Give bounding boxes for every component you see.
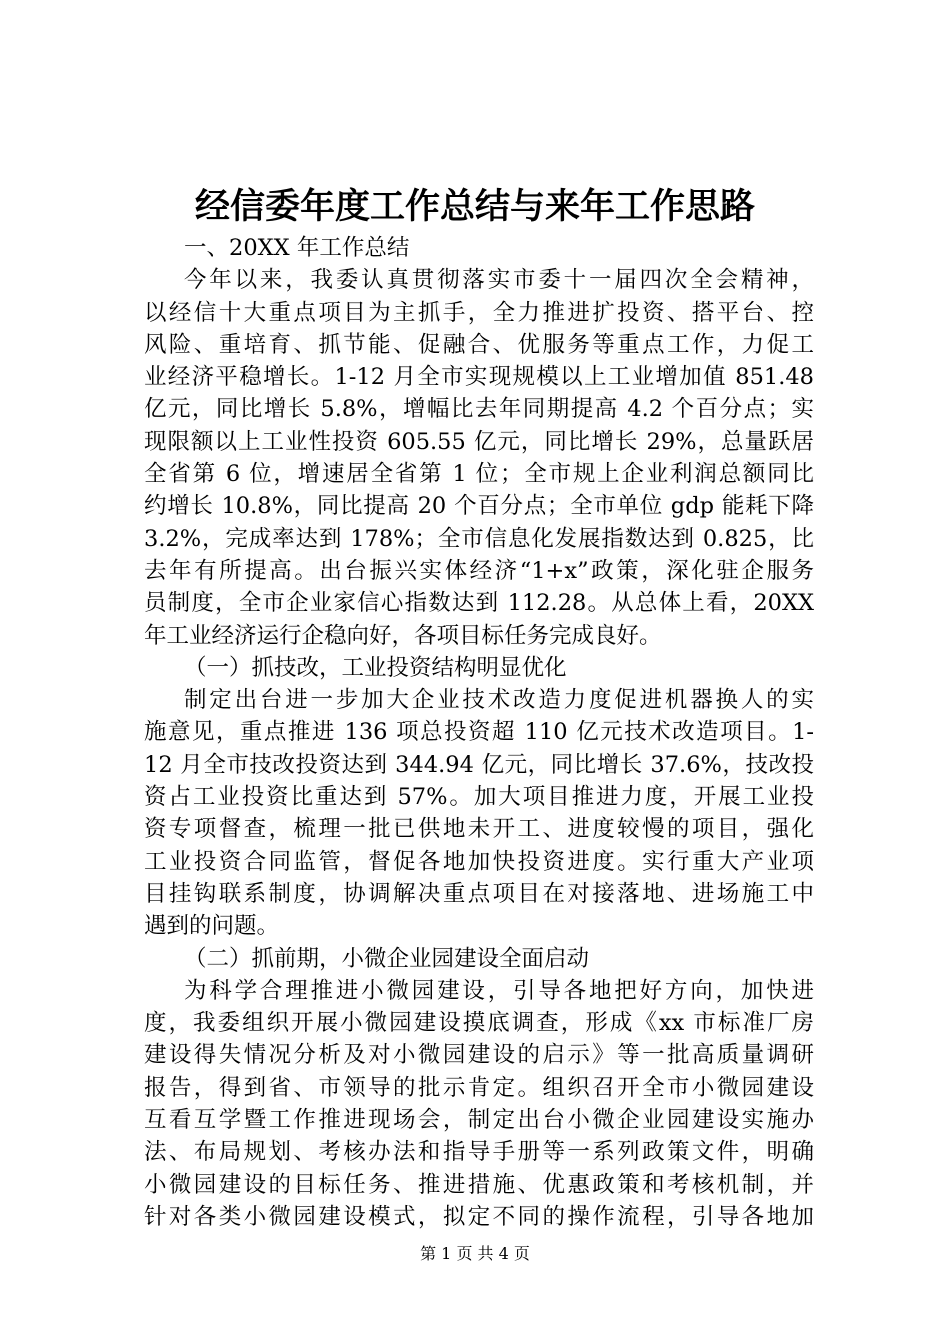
paragraph-line: 目挂钩联系制度，协调解决重点项目在对接落地、进场施工中 bbox=[144, 880, 814, 907]
document-body bbox=[144, 232, 814, 1233]
paragraph-line: 风险、重培育、抓节能、促融合、优服务等重点工作，力促工 bbox=[144, 331, 814, 358]
paragraph-line: 法、布局规划、考核办法和指导手册等一系列政策文件，明确 bbox=[144, 1139, 814, 1166]
paragraph-line: 制定出台进一步加大企业技术改造力度促进机器换人的实 bbox=[184, 687, 814, 714]
paragraph-line: 资专项督查，梳理一批已供地未开工、进度较慢的项目，强化 bbox=[144, 816, 814, 843]
paragraph-line: 施意见，重点推进 136 项总投资超 110 亿元技术改造项目。1- bbox=[144, 719, 814, 746]
section-heading: （一）抓技改，工业投资结构明显优化 bbox=[184, 654, 567, 681]
paragraph-line: 3.2%，完成率达到 178%；全市信息化发展指数达到 0.825，比 bbox=[144, 525, 814, 552]
paragraph-line: 以经信十大重点项目为主抓手，全力推进扩投资、搭平台、控 bbox=[144, 299, 814, 326]
paragraph-line: 工业投资合同监管，督促各地加快投资进度。实行重大产业项 bbox=[144, 848, 814, 875]
paragraph-line: 今年以来，我委认真贯彻落实市委十一届四次全会精神， bbox=[184, 267, 814, 294]
paragraph-line: 去年有所提高。出台振兴实体经济“1+x”政策，深化驻企服务 bbox=[144, 557, 814, 584]
paragraph-line: 12 月全市技改投资达到 344.94 亿元，同比增长 37.6%，技改投 bbox=[144, 751, 814, 778]
paragraph-line: 报告，得到省、市领导的批示肯定。组织召开全市小微园建设 bbox=[144, 1074, 814, 1101]
page-footer: 第 1 页 共 4 页 bbox=[420, 1244, 530, 1263]
paragraph-line: 小微园建设的目标任务、推进措施、优惠政策和考核机制，并 bbox=[144, 1171, 814, 1198]
document-title: 经信委年度工作总结与来年工作思路 bbox=[194, 186, 755, 227]
paragraph-line: 建设得失情况分析及对小微园建设的启示》等一批高质量调研 bbox=[144, 1042, 814, 1069]
paragraph-line: 现限额以上工业性投资 605.55 亿元，同比增长 29%，总量跃居 bbox=[144, 428, 814, 455]
section-heading: （二）抓前期，小微企业园建设全面启动 bbox=[184, 945, 590, 972]
paragraph-line: 度，我委组织开展小微园建设摸底调查，形成《xx 市标准厂房 bbox=[144, 1010, 814, 1037]
paragraph-line: 业经济平稳增长。1-12 月全市实现规模以上工业增加值 851.48 bbox=[144, 364, 814, 391]
paragraph-line: 为科学合理推进小微园建设，引导各地把好方向，加快进 bbox=[184, 977, 814, 1004]
section-heading: 一、20XX 年工作总结 bbox=[184, 235, 410, 261]
paragraph-line: 约增长 10.8%，同比提高 20 个百分点；全市单位 gdp 能耗下降 bbox=[144, 493, 814, 520]
paragraph-line: 针对各类小微园建设模式，拟定不同的操作流程，引导各地加 bbox=[144, 1203, 814, 1230]
paragraph-line: 全省第 6 位，增速居全省第 1 位；全市规上企业利润总额同比 bbox=[144, 461, 814, 488]
paragraph-line: 互看互学暨工作推进现场会，制定出台小微企业园建设实施办 bbox=[144, 1107, 814, 1134]
paragraph-line: 资占工业投资比重达到 57%。加大项目推进力度，开展工业投 bbox=[144, 784, 814, 811]
paragraph-line: 亿元，同比增长 5.8%，增幅比去年同期提高 4.2 个百分点；实 bbox=[144, 396, 814, 423]
paragraph-line: 员制度，全市企业家信心指数达到 112.28。从总体上看，20XX bbox=[144, 590, 814, 617]
paragraph-line: 年工业经济运行企稳向好，各项目标任务完成良好。 bbox=[144, 622, 662, 649]
paragraph-line: 遇到的问题。 bbox=[144, 913, 280, 940]
